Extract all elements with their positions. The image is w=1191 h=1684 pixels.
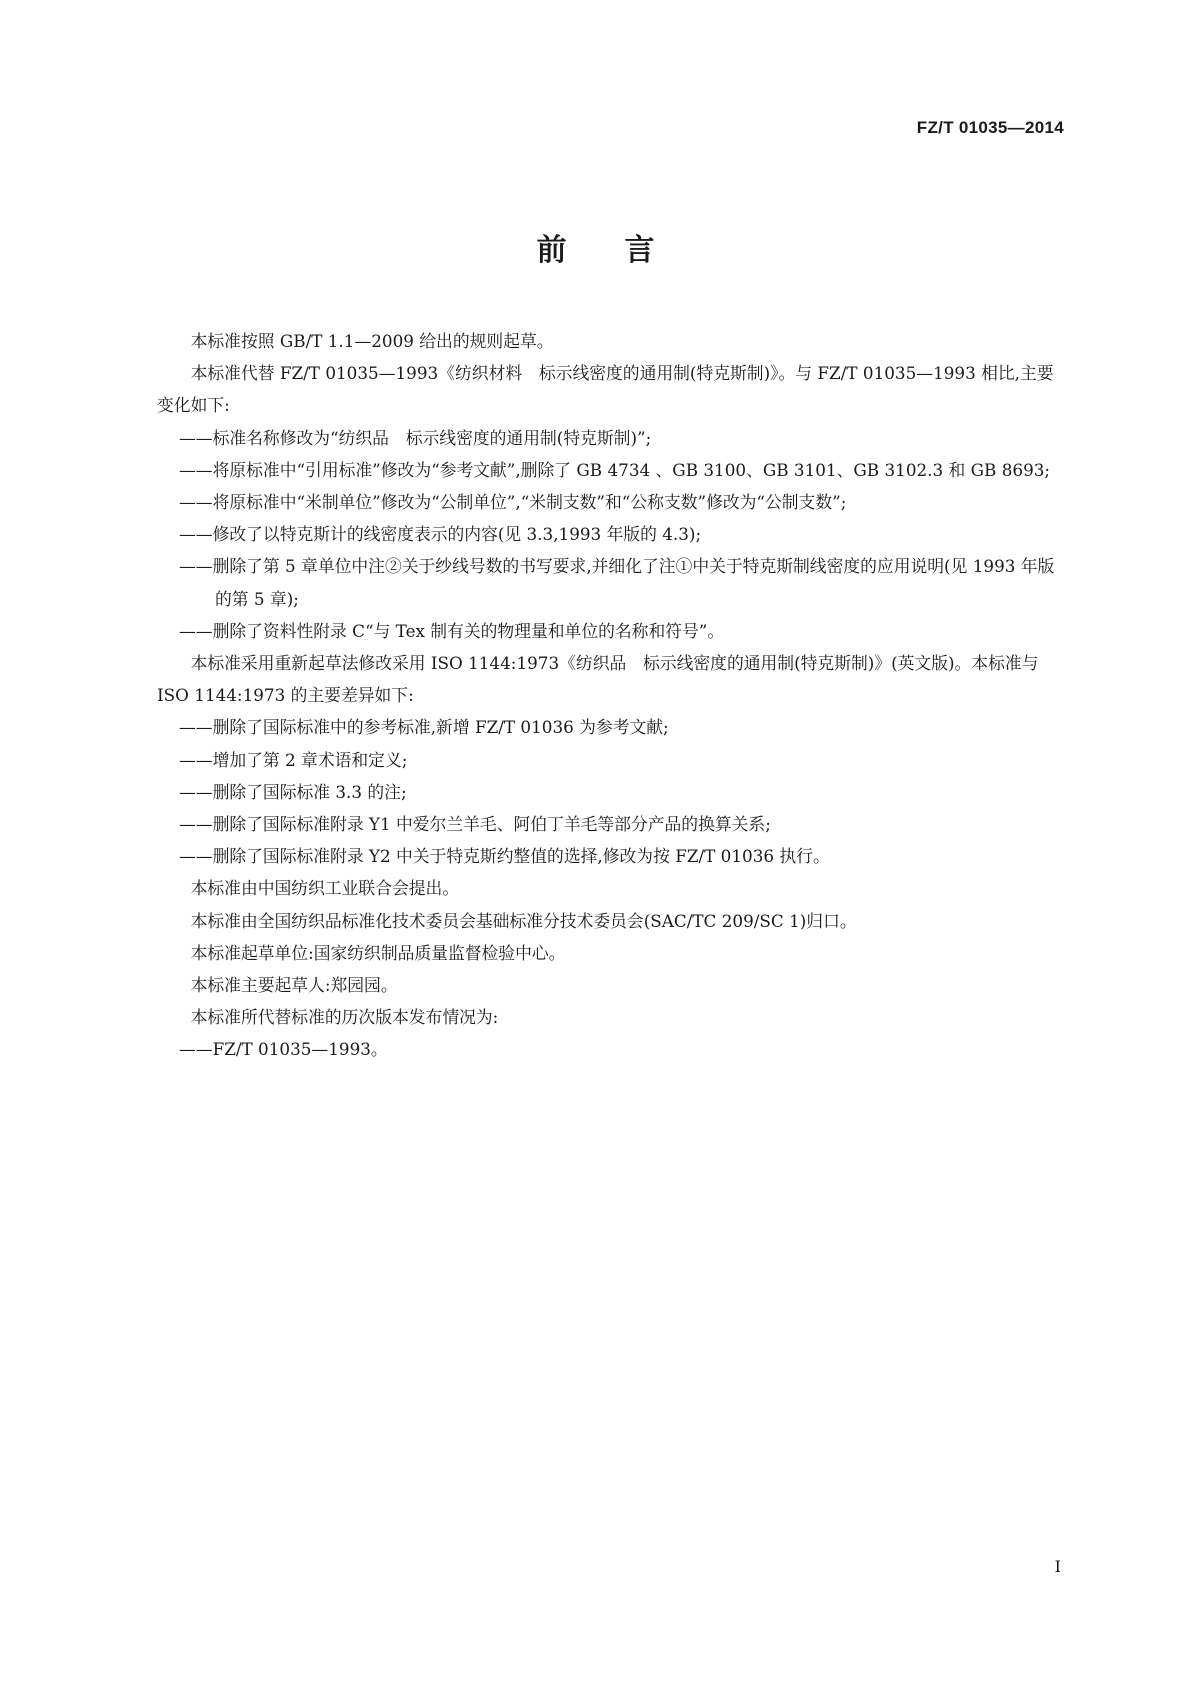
- list-item-change: ——将原标准中“引用标准”修改为“参考文献”,删除了 GB 4734 、GB 3100、GB 3101、GB 3102.3 和 GB 8693;: [179, 459, 1051, 480]
- list-item-history: ——FZ/T 01035—1993。: [179, 1039, 388, 1060]
- paragraph-drafters: 本标准主要起草人:郑园园。: [190, 975, 398, 996]
- title-char-1: 前: [536, 233, 567, 268]
- paragraph-drafting-rules: 本标准按照 GB/T 1.1—2009 给出的规则起草。: [190, 331, 554, 351]
- paragraph-proposer: 本标准由中国纺织工业联合会提出。: [190, 878, 460, 899]
- page-number: I: [1054, 1557, 1061, 1576]
- foreword-body: [157, 325, 1065, 1066]
- title-char-2: 言: [624, 233, 655, 268]
- list-item-difference: ——删除了国际标准附录 Y1 中爱尔兰羊毛、阿伯丁羊毛等部分产品的换算关系;: [179, 814, 771, 835]
- list-item-change: ——标准名称修改为“纺织品 标示线密度的通用制(特克斯制)”;: [179, 427, 652, 448]
- paragraph-replaces: 本标准代替 FZ/T 01035—1993《纺织材料 标示线密度的通用制(特克斯制)》。与 FZ/T 01035—1993 相比,主要变化如下:: [157, 363, 1054, 416]
- list-item-change: ——删除了资料性附录 C“与 Tex 制有关的物理量和单位的名称和符号”。: [179, 620, 725, 641]
- list-item-difference: ——删除了国际标准中的参考标准,新增 FZ/T 01036 为参考文献;: [179, 717, 669, 738]
- page-title: [0, 225, 1191, 269]
- list-item-difference: ——增加了第 2 章术语和定义;: [179, 749, 408, 770]
- standard-code: FZ/T 01035—2014: [916, 118, 1064, 137]
- paragraph-drafting-unit: 本标准起草单位:国家纺织制品质量监督检验中心。: [190, 942, 566, 963]
- paragraph-committee: 本标准由全国纺织品标准化技术委员会基础标准分技术委员会(SAC/TC 209/SC 1)归口。: [190, 910, 857, 931]
- list-item-change: ——将原标准中“米制单位”修改为“公制单位”,“米制支数”和“公称支数”修改为“公制支数”;: [179, 492, 847, 513]
- paragraph-history-intro: 本标准所代替标准的历次版本发布情况为:: [190, 1007, 499, 1028]
- list-item-change: ——修改了以特克斯计的线密度表示的内容(见 3.3,1993 年版的 4.3);: [179, 524, 702, 545]
- paragraph-iso-adoption: 本标准采用重新起草法修改采用 ISO 1144:1973《纺织品 标示线密度的通用制(特克斯制)》(英文版)。本标准与 ISO 1144:1973 的主要差异如下:: [157, 653, 1039, 706]
- list-item-change: ——删除了第 5 章单位中注②关于纱线号数的书写要求,并细化了注①中关于特克斯制线密度的应用说明(见 1993 年版的第 5 章);: [179, 556, 1055, 609]
- list-item-difference: ——删除了国际标准 3.3 的注;: [179, 781, 407, 802]
- list-item-difference: ——删除了国际标准附录 Y2 中关于特克斯约整值的选择,修改为按 FZ/T 01036 执行。: [179, 846, 830, 867]
